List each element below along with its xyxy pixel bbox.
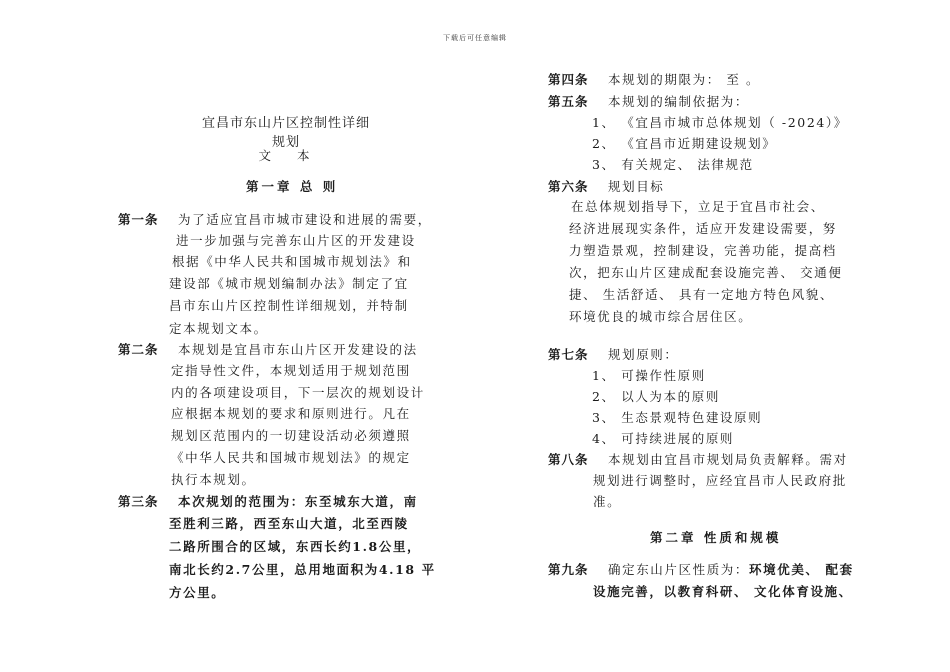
article-line: 本规划由宜昌市规划局负责解释。需对 xyxy=(608,452,848,467)
article-label: 第二条 xyxy=(118,342,159,357)
article-label: 第九条 xyxy=(548,562,589,577)
header-note: 下载后可任意编辑 xyxy=(443,34,507,42)
article-label: 第七条 xyxy=(548,347,589,362)
article-line: 准。 xyxy=(593,494,622,509)
article-line: 方公里。 xyxy=(169,585,226,600)
article-label: 第四条 xyxy=(548,72,589,87)
article-line: 为了适应宜昌市城市建设和进展的需要， xyxy=(178,212,432,227)
article-line: 环境优良的城市综合居住区。 xyxy=(569,309,753,324)
article-line: 进一步加强与完善东山片区的开发建设 xyxy=(176,233,416,248)
list-item: 3、 有关规定、 法律规范 xyxy=(592,157,754,172)
article-label: 第一条 xyxy=(118,212,159,227)
chapter-heading-2: 第二章 性质和规模 xyxy=(650,530,782,545)
article-line: 应根据本规划的要求和原则进行。凡在 xyxy=(171,406,411,421)
article-line: 建设部《城市规划编制办法》制定了宜 xyxy=(169,276,409,291)
article-label: 第六条 xyxy=(548,179,589,194)
article-label: 第三条 xyxy=(118,494,159,509)
article-line: 规划原则： xyxy=(608,347,679,362)
article-line: 本规划是宜昌市东山片区开发建设的法 xyxy=(178,342,418,357)
article-line: 次，把东山片区建成配套设施完善、 交通便 xyxy=(569,265,843,280)
article-line: 经济进展现实条件，适应开发建设需要，努 xyxy=(569,221,837,236)
article-line: 设施完善，以教育科研、 文化体育设施、 xyxy=(593,584,853,599)
document-subtitle: 文 本 xyxy=(258,148,312,163)
article-line: 规划区范围内的一切建设活动必须遵照 xyxy=(171,428,411,443)
article-line: 规划进行调整时，应经宜昌市人民政府批 xyxy=(593,473,847,488)
list-item: 2、 《宜昌市近期建设规划》 xyxy=(592,136,777,151)
list-item: 3、 生态景观特色建设原则 xyxy=(592,410,763,425)
chapter-heading-1: 第一章 总 则 xyxy=(246,179,339,194)
list-item: 4、 可持续进展的原则 xyxy=(592,431,735,446)
list-item: 1、 《宜昌市城市总体规划（ -2024）》 xyxy=(592,115,848,130)
article-line: 《中华人民共和国城市规划法》的规定 xyxy=(171,450,411,465)
article-line: 定指导性文件，本规划适用于规划范围 xyxy=(171,363,411,378)
article-line: 二路所围合的区域，东西长约1.8公里， xyxy=(169,539,422,554)
article-label: 第八条 xyxy=(548,452,589,467)
article-line: 南北长约2.7公里，总用地面积为4.18 平 xyxy=(169,562,436,577)
article-line: 根据《中华人民共和国城市规划法》和 xyxy=(172,254,412,269)
article-line: 至胜利三路，西至东山大道，北至西陵 xyxy=(169,516,409,531)
article-line: 捷、 生活舒适、 具有一定地方特色风貌、 xyxy=(569,287,834,302)
article-line: 本规划的期限为： 至 。 xyxy=(608,72,761,87)
article-line: 本规划的编制依据为： xyxy=(608,94,750,109)
article-line xyxy=(608,560,854,578)
article-line: 规划目标 xyxy=(608,179,665,194)
article-line: 本次规划的范围为：东至城东大道，南 xyxy=(178,494,418,509)
article-label: 第五条 xyxy=(548,94,589,109)
article-line: 昌市东山片区控制性详细规划，并特制 xyxy=(169,298,409,313)
document-title: 宜昌市东山片区控制性详细规划 xyxy=(201,116,370,150)
article-text-plain: 确定东山片区性质为： xyxy=(608,562,750,577)
article-line: 定本规划文本。 xyxy=(169,321,268,336)
article-text-bold: 环境优美、 配套 xyxy=(749,562,854,577)
article-line: 力塑造景观，控制建设，完善功能，提高档 xyxy=(569,243,837,258)
article-line: 内的各项建设项目，下一层次的规划设计 xyxy=(171,385,425,400)
list-item: 1、 可操作性原则 xyxy=(592,368,706,383)
list-item: 2、 以人为本的原则 xyxy=(592,389,720,404)
article-line: 执行本规划。 xyxy=(171,472,256,487)
article-line: 在总体规划指导下，立足于宜昌市社会、 xyxy=(571,199,825,214)
